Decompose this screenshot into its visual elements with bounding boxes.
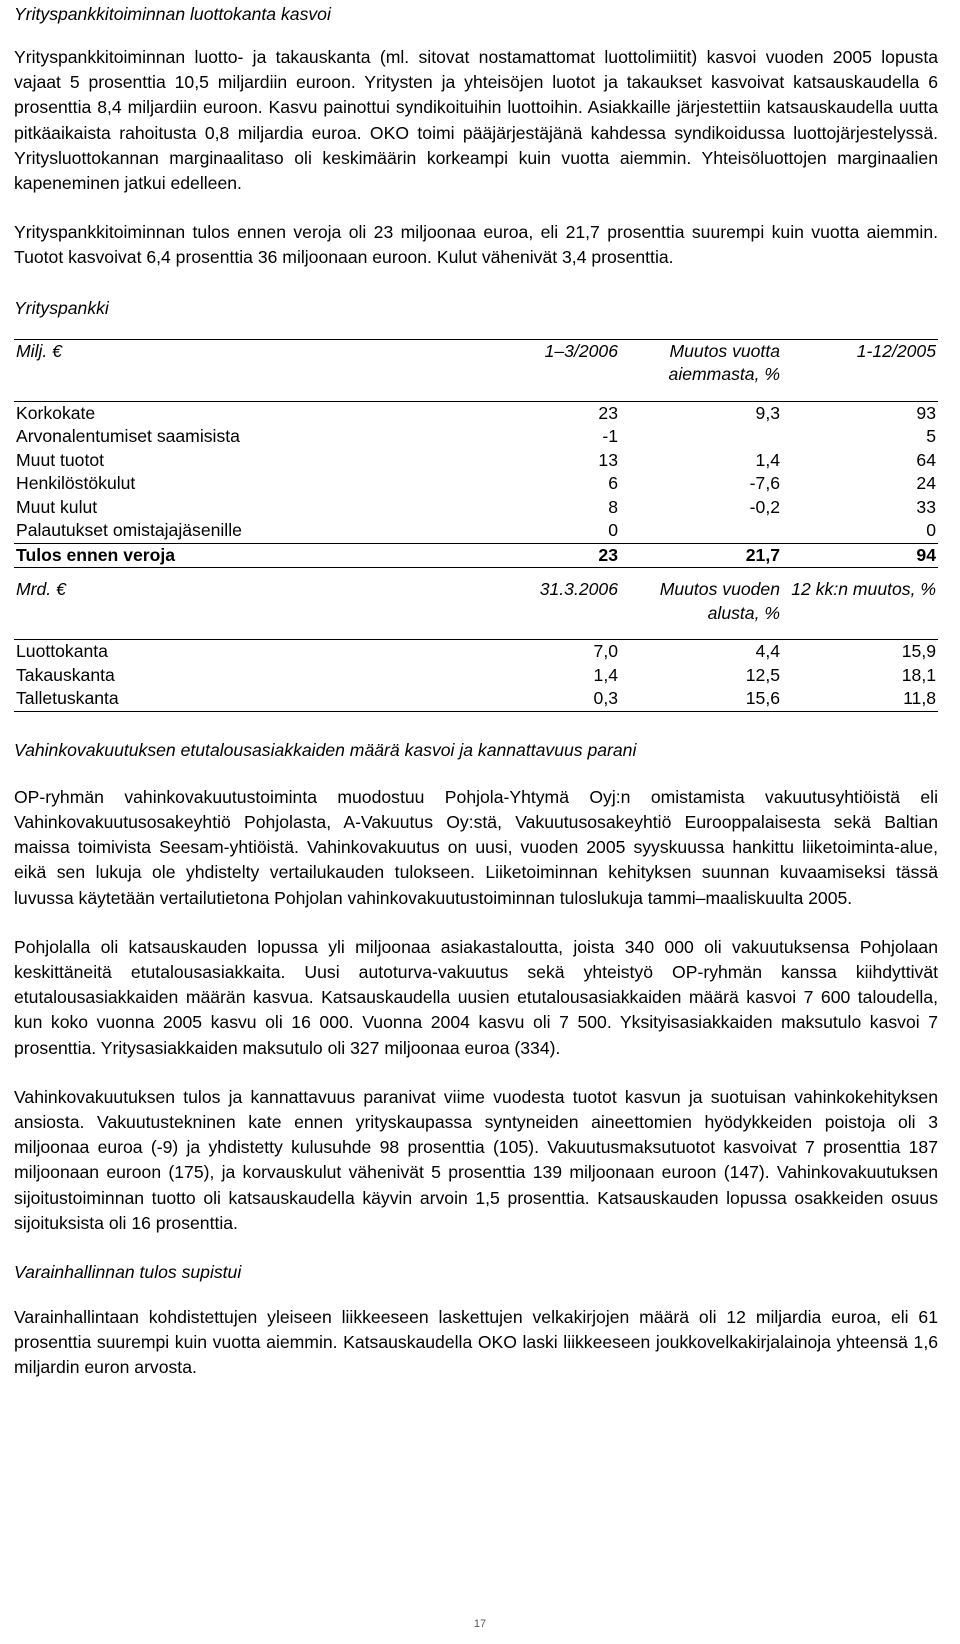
table-cell: 13 bbox=[598, 449, 618, 470]
table-header-cell: 1–3/2006 bbox=[458, 339, 620, 387]
table-cell: 15,9 bbox=[901, 641, 936, 662]
table-cell: 6 bbox=[608, 473, 618, 494]
table-cell: 11,8 bbox=[782, 687, 938, 711]
table-header-cell: Muutos vuoden alusta, % bbox=[659, 579, 780, 623]
table-cell: 0,3 bbox=[458, 687, 620, 711]
table-row bbox=[14, 472, 938, 496]
table-cell: -0,2 bbox=[749, 496, 780, 517]
table-row bbox=[14, 496, 938, 520]
table-cell: Takauskanta bbox=[16, 664, 115, 685]
paragraph: Vahinkovakuutuksen tulos ja kannattavuus paranivat viime vuodesta tuotot kasvun ja suotuisan vahinkokehityksen ansiosta. Vakuutustekninen kate ennen yrityskaupassa syntyneiden aineettomien hyödykkeiden poistoja oli 3 miljoonaa euroa (-9) ja yhdistetty kulusuhde 98 prosenttia (105). Vakuutusmaksutuotot kasvoivat 7 prosenttia 187 miljoonaan euroon (175), ja korvauskulut vähenivät 5 prosenttia 139 miljoonaan euroon (147). Vahinkovakuutuksen sijoitustoiminnan tuotto oli katsauskaudella käyvin arvoin 1,5 prosenttia. Katsauskauden lopussa osakkeiden osuus sijoituksista oli 16 prosenttia. bbox=[14, 1086, 938, 1233]
table-cell: 18,1 bbox=[901, 664, 936, 685]
table-header-cell: Milj. € bbox=[14, 339, 458, 387]
table-cell: 33 bbox=[916, 496, 936, 517]
document-page bbox=[14, 0, 938, 1381]
table-cell: 1,4 bbox=[755, 449, 780, 470]
paragraph: Varainhallintaan kohdistettujen yleiseen liikkeeseen laskettujen velkakirjojen määrä oli 12 miljardia euroa, eli 61 prosenttia suurempi kuin vuotta aiemmin. Katsauskaudella OKO laski liikkeeseen joukkovelkakirjalainoja yhteensä 1,6 miljardin euron arvosta. bbox=[14, 1307, 938, 1378]
paragraph: Yrityspankkitoiminnan tulos ennen veroja oli 23 miljoonaa euroa, eli 21,7 prosenttia suurempi kuin vuotta aiemmin. Tuotot kasvoivat 6,4 prosenttia 36 miljoonaan euroon. Kulut vähenivät 3,4 prosenttia. bbox=[14, 222, 938, 268]
table-cell: 5 bbox=[926, 426, 936, 447]
section-heading: Varainhallinnan tulos supistui bbox=[14, 1262, 242, 1283]
table-cell: -7,6 bbox=[749, 473, 780, 494]
table-row bbox=[14, 449, 938, 473]
table-header-cell: Mrd. € bbox=[16, 579, 66, 600]
table-cell: 9,3 bbox=[755, 402, 780, 423]
table-header-row bbox=[14, 339, 938, 387]
table-header-cell: 1-12/2005 bbox=[782, 339, 938, 387]
table-cell: 0 bbox=[782, 519, 938, 543]
table-cell: 93 bbox=[916, 402, 936, 423]
section-heading: Vahinkovakuutuksen etutalousasiakkaiden määrä kasvoi ja kannattavuus parani bbox=[14, 739, 637, 760]
results-table bbox=[14, 339, 938, 712]
table-cell: Muut tuotot bbox=[16, 449, 105, 470]
table-cell: Henkilöstökulut bbox=[16, 473, 136, 494]
table-cell: 12,5 bbox=[745, 664, 780, 685]
table-cell: 23 bbox=[598, 402, 618, 423]
table-cell: 7,0 bbox=[593, 641, 618, 662]
table-header-row bbox=[14, 578, 938, 625]
table-row bbox=[14, 401, 938, 425]
table-cell bbox=[620, 425, 782, 449]
table-cell bbox=[620, 519, 782, 543]
table-cell: Muut kulut bbox=[16, 496, 98, 517]
table-cell: 94 bbox=[782, 543, 938, 568]
table-cell: 1,4 bbox=[593, 664, 618, 685]
table-cell: 24 bbox=[916, 473, 936, 494]
table-header-cell: Muutos vuotta aiemmasta, % bbox=[620, 339, 782, 387]
paragraph: OP-ryhmän vahinkovakuutustoiminta muodostuu Pohjola-Yhtymä Oyj:n omistamista vakuutusyhtiöistä eli Vahinkovakuutusosakeyhtiö Pohjolasta, A-Vakuutus Oy:stä, Vakuutusosakeyhtiö Eurooppalaisesta sekä Baltian maissa toimivista Seesam-yhtiöistä. Vahinkovakuutus on uusi, vuoden 2005 syyskuussa hankittu liiketoiminta-alue, eikä sen lukuja ole yhdistelty vertailukauden tulokseen. Liiketoiminnan kehityksen suunnan kuvaamiseksi tässä luvussa käytetään vertailutietona Pohjolan vahinkovakuutustoiminnan tuloslukuja tammi–maaliskuulta 2005. bbox=[14, 786, 938, 908]
table-cell: 64 bbox=[916, 449, 936, 470]
table-row bbox=[14, 425, 938, 449]
table-cell: Korkokate bbox=[16, 402, 96, 423]
table-total-row bbox=[14, 543, 938, 568]
table-cell: Talletuskanta bbox=[14, 687, 458, 711]
table-cell: 4,4 bbox=[755, 641, 780, 662]
table-caption: Yrityspankki bbox=[14, 297, 109, 318]
table-cell: 0 bbox=[458, 519, 620, 543]
table-header-cell: 12 kk:n muutos, % bbox=[791, 579, 936, 600]
table-row bbox=[14, 519, 938, 543]
table-cell: 15,6 bbox=[620, 687, 782, 711]
table-row bbox=[14, 664, 938, 688]
table-cell: 23 bbox=[458, 543, 620, 568]
table-header-cell: 31.3.2006 bbox=[539, 579, 618, 600]
section-heading: Yrityspankkitoiminnan luottokanta kasvoi bbox=[14, 4, 331, 24]
table-cell: Tulos ennen veroja bbox=[14, 543, 458, 568]
paragraph: Pohjolalla oli katsauskauden lopussa yli miljoonaa asiakastaloutta, joista 340 000 oli vakuutuksensa Pohjolaan keskittäneitä etutalousasiakkaita. Uusi autoturva-vakuutus sekä yhteistyö OP-ryhmän kanssa kiihdyttivät etutalousasiakkaiden määrän kasvua. Katsauskaudella uusien etutalousasiakkaiden määrä kasvoi 7 600 taloudella, kun koko vuonna 2005 kasvu oli 16 000. Vuonna 2004 kasvu oli 7 500. Yksityisasiakkaiden maksutulo kasvoi 7 prosenttia. Yritysasiakkaiden maksutulo oli 327 miljoonaa euroa (334). bbox=[14, 936, 938, 1058]
table-cell: -1 bbox=[602, 426, 618, 447]
paragraph: Yrityspankkitoiminnan luotto- ja takauskanta (ml. sitovat nostamattomat luottolimiitit) kasvoi vuoden 2005 lopusta vajaat 5 prosenttia 10,5 miljardiin euroon. Yritysten ja yhteisöjen luotot ja takaukset kasvoivat katsauskaudella 6 prosenttia 8,4 miljardiin euroon. Kasvu painottui syndikoituihin luottoihin. Asiakkaille järjestettiin katsauskaudella uutta pitkäaikaista rahoitusta 0,8 miljardia euroa. OKO toimi pääjärjestäjänä kahdessa syndikoidussa luottojärjestelyssä. Yritysluottokannan marginaalitaso oli keskimäärin korkeampi kuin vuotta aiemmin. Yhteisöluottojen marginaalien kapeneminen jatkui edelleen. bbox=[14, 47, 938, 194]
table-row bbox=[14, 687, 938, 711]
table-cell: Palautukset omistajajäsenille bbox=[14, 519, 458, 543]
page-number: 17 bbox=[473, 1618, 487, 1630]
table-cell: Arvonalentumiset saamisista bbox=[16, 426, 240, 447]
table-cell: 8 bbox=[608, 496, 618, 517]
table-cell: 21,7 bbox=[620, 543, 782, 568]
table-row bbox=[14, 640, 938, 664]
table-cell: Luottokanta bbox=[16, 641, 108, 662]
